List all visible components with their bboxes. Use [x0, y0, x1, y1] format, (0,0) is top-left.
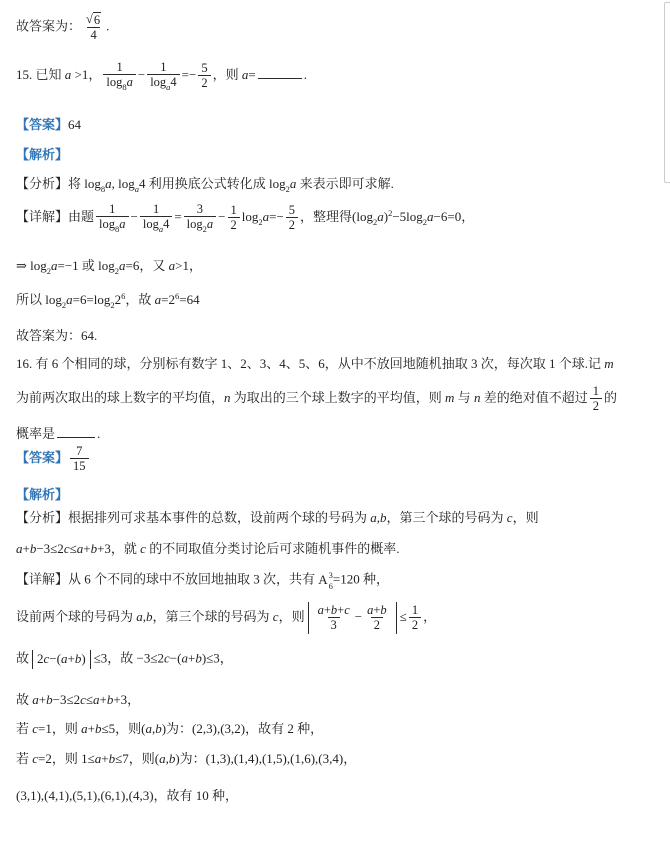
math-variable: a: [262, 208, 270, 224]
subscript: 2: [422, 216, 428, 227]
text-run: ,: [142, 608, 147, 624]
text-run: ≤: [85, 692, 93, 707]
text-run: ，则: [212, 66, 242, 82]
math-variable: m: [445, 389, 455, 405]
q15-step2: [16, 258, 202, 276]
text-run: =: [248, 66, 256, 82]
text-run: 来表示即可求解.: [296, 176, 394, 191]
square-root: √ 6: [86, 12, 101, 27]
fraction: $\frac{a+b}{2}$: [367, 603, 387, 633]
math-variable: a: [317, 603, 324, 617]
math-variable: b: [195, 650, 202, 666]
text-run: +: [67, 651, 75, 666]
text-run: 故答案为：64.: [16, 328, 98, 343]
section-label: 【答案】: [16, 449, 69, 465]
text-run: =2，则 1≤: [38, 751, 95, 766]
text-run: ≤5，则(: [101, 721, 146, 736]
text-run: +: [337, 603, 345, 617]
text-run: 故: [16, 650, 30, 666]
math-variable: b: [90, 541, 98, 556]
q16-statement-3: [16, 424, 100, 443]
math-variable: c: [63, 541, 70, 556]
text-run: ，则: [512, 510, 539, 525]
text-run: 故: [16, 692, 33, 707]
text-run: 故答案为：: [16, 18, 82, 34]
math-variable: a: [154, 292, 162, 307]
text-run: ≤: [69, 541, 77, 556]
text-run: 4: [163, 217, 170, 232]
text-run: +: [22, 541, 30, 556]
text-run: ，: [423, 608, 437, 624]
fraction: $\frac{3}{\log_2a}$: [184, 202, 216, 234]
section-label: 【解析】: [16, 487, 69, 502]
text-run: 【详解】从 6 个不同的球中不放回地抽取 3 次，共有: [16, 571, 319, 587]
math-variable: b: [46, 692, 53, 707]
math-variable: c: [32, 721, 39, 736]
math-variable: a: [105, 176, 112, 191]
text-run: +: [101, 751, 109, 766]
math-variable: a: [93, 692, 100, 707]
math-variable: a: [64, 66, 72, 82]
math-variable: a: [119, 258, 126, 273]
q15-answer: [16, 117, 81, 134]
text-run: −6=0，: [433, 208, 475, 224]
math-variable: c: [506, 510, 513, 525]
text-run: +: [99, 692, 107, 707]
text-run: ⇒ log: [16, 258, 47, 273]
text-run: )≤3，: [201, 650, 233, 666]
fraction: $\frac{1}{\log_a4}$: [140, 202, 172, 234]
text-run: log: [186, 217, 203, 232]
text-run: log: [241, 208, 259, 224]
text-run: 2: [37, 651, 44, 666]
q15-jiexi: [16, 147, 68, 164]
subscript: 8: [122, 82, 127, 93]
text-run: 为取出的三个球上数字的平均值，则: [230, 389, 446, 405]
fraction: $\frac{7}{15}$: [70, 444, 89, 474]
text-run: 【分析】将 log: [16, 176, 101, 191]
math-variable: a: [159, 751, 166, 766]
text-run: 所以 log: [16, 292, 62, 307]
q15-final-answer: [16, 328, 97, 345]
math-variable: b: [168, 751, 176, 766]
text-run: 16. 有 6 个相同的球，分别标有数字 1、2、3、4、5、6，从中不放回地随机抽取 3 次，每次取 1 个球.记: [16, 356, 605, 371]
text-run: log: [142, 217, 159, 232]
math-variable: m: [604, 356, 614, 371]
answer-blank: [57, 424, 95, 438]
text-run: 64: [68, 117, 82, 132]
q16-xiangjie-1: [16, 570, 389, 591]
math-variable: c: [140, 541, 146, 556]
q16-case-c2-1: [16, 751, 356, 768]
fraction: √ 6 4: [86, 12, 101, 43]
math-variable: b: [29, 541, 37, 556]
text-run: ,: [376, 510, 381, 525]
subscript: 2: [110, 300, 115, 310]
text-run: =2: [161, 292, 176, 307]
math-variable: a: [289, 176, 297, 191]
math-variable: a: [32, 692, 39, 707]
subscript: a: [158, 224, 164, 235]
text-run: −(: [49, 651, 61, 666]
fraction: $\frac{1}{2}$: [228, 203, 240, 233]
math-variable: a: [168, 258, 176, 273]
text-run: >1，: [71, 66, 102, 82]
text-run: 【分析】根据排列可求基本事件的总数，设前两个球的号码为: [16, 510, 371, 525]
fraction: $\frac{1}{2}$: [590, 384, 602, 414]
text-run: +: [87, 721, 95, 736]
text-run: −(: [169, 650, 182, 666]
text-run: +: [83, 541, 91, 556]
text-run: −3≤2: [36, 541, 64, 556]
subscript: 2: [202, 224, 207, 235]
text-run: =64: [179, 292, 200, 307]
q15-statement: [16, 60, 307, 92]
text-run: log: [150, 75, 167, 90]
text-run: ，则: [278, 608, 305, 624]
scrollbar-thumb[interactable]: [664, 2, 670, 183]
subscript: 8: [115, 224, 120, 235]
math-variable: a: [241, 66, 249, 82]
subscript: a: [166, 82, 171, 93]
text-run: +3，就: [97, 541, 141, 556]
math-variable: a: [206, 217, 214, 232]
text-run: ,: [165, 751, 169, 766]
text-run: +: [38, 692, 47, 707]
text-run: 概率是: [16, 426, 56, 441]
text-run: ，第三个球的号码为: [152, 608, 273, 624]
text-run: >1，: [175, 258, 202, 273]
q16-statement-2: [16, 384, 617, 414]
text-run: log: [106, 75, 123, 90]
text-run: −: [218, 208, 226, 224]
math-variable: b: [146, 608, 153, 624]
superscript: 2: [388, 207, 393, 218]
math-variable: a: [427, 208, 434, 224]
text-run: −: [137, 66, 146, 82]
math-variable: a: [60, 651, 68, 666]
subscript: a: [134, 184, 139, 194]
text-run: =−1 或 log: [57, 258, 115, 273]
text-run: 的: [603, 389, 617, 405]
fraction: $\frac{1}{\log_a4}$: [147, 60, 179, 92]
text-run: 为前两次取出的球上数字的平均值，: [16, 389, 225, 405]
text-run: )为：(1,3),(1,4),(1,5),(1,6),(3,4)，: [175, 751, 357, 766]
q16-case-c1: [16, 721, 323, 738]
math-variable: c: [43, 651, 50, 666]
q15-step3: [16, 292, 200, 310]
fraction: $\frac{1}{2}$: [409, 603, 421, 633]
q16-fenxi-1: [16, 510, 539, 527]
math-variable: b: [380, 510, 387, 525]
text-run: =1，则: [38, 721, 82, 736]
math-variable: c: [344, 603, 350, 617]
superscript: 6: [175, 291, 180, 301]
permutation-symbol: A 3 6: [318, 570, 333, 591]
q15-xiangjie: [16, 202, 474, 234]
text-run: ,: [151, 721, 156, 736]
text-run: 差的绝对值不超过: [480, 389, 588, 405]
math-variable: a: [136, 608, 143, 624]
superscript: 6: [121, 291, 126, 301]
math-variable: a: [76, 541, 84, 556]
q16-fenxi-2: [16, 541, 399, 558]
math-variable: a: [126, 75, 133, 90]
math-variable: n: [224, 389, 231, 405]
fraction: $\frac{1}{\log_8a}$: [96, 202, 128, 234]
q16-step3: [16, 692, 140, 709]
q16-statement-1: [16, 356, 614, 373]
text-run: 2: [114, 292, 122, 307]
text-run: ): [81, 651, 86, 666]
subscript: 8: [100, 184, 106, 194]
math-variable: a: [51, 258, 58, 273]
text-run: −5log: [392, 208, 423, 224]
text-run: ，第三个球的号码为: [386, 510, 507, 525]
text-run: .: [106, 18, 110, 34]
math-variable: b: [74, 651, 82, 666]
subscript: 2: [285, 184, 290, 194]
subscript: 2: [61, 300, 67, 310]
text-run: 的不同取值分类讨论后可求随机事件的概率.: [145, 541, 400, 556]
math-variable: c: [32, 751, 39, 766]
math-variable: a: [145, 721, 152, 736]
math-variable: n: [473, 389, 481, 405]
text-run: 若: [16, 721, 33, 736]
q15-fenxi: [16, 176, 394, 194]
text-run: ≤: [399, 608, 407, 624]
math-variable: a: [181, 650, 188, 666]
text-run: =−: [181, 66, 197, 82]
math-variable: b: [94, 721, 102, 736]
text-run: 4 利用换底公式转化成 log: [139, 176, 286, 191]
text-run: .: [97, 426, 101, 441]
math-variable: a: [367, 603, 374, 617]
math-variable: a: [370, 510, 377, 525]
math-variable: a: [377, 208, 384, 224]
text-run: +: [323, 603, 331, 617]
math-variable: b: [380, 603, 387, 617]
text-run: (3,1),(4,1),(5,1),(6,1),(4,3)，故有 10 种，: [16, 788, 239, 803]
text-run: 若: [16, 751, 33, 766]
subscript: 2: [258, 216, 263, 227]
absolute-value-group: [32, 650, 91, 669]
text-run: ≤3，故 −3≤2: [93, 650, 165, 666]
text-run: .: [303, 66, 307, 82]
absolute-value-group: [308, 602, 397, 634]
text-run: =6=log: [72, 292, 111, 307]
section-label: 【解析】: [16, 147, 69, 162]
subscript: 2: [46, 266, 52, 276]
fraction: $\frac{5}{2}$: [286, 203, 298, 233]
subscript: 2: [373, 216, 378, 227]
math-variable: c: [164, 650, 170, 666]
text-run: , log: [111, 176, 135, 191]
text-run: ≤7，则(: [115, 751, 160, 766]
text-run: 15. 已知: [16, 66, 65, 82]
text-run: −3≤2: [52, 692, 81, 707]
q16-step2: [16, 650, 233, 669]
math-variable: b: [106, 692, 114, 707]
text-run: +3，: [113, 692, 141, 707]
text-run: 设前两个球的号码为: [16, 608, 137, 624]
math-variable: a: [81, 721, 88, 736]
math-variable: c: [272, 608, 279, 624]
fraction: $\frac{5}{2}$: [198, 61, 210, 91]
text-run: 与: [454, 389, 474, 405]
text-run: ，故: [125, 292, 155, 307]
math-variable: a: [16, 541, 23, 556]
text-run: +: [187, 650, 196, 666]
q16-answer: [16, 444, 91, 474]
q16-xiangjie-2: [16, 602, 436, 634]
text-run: )为：(2,3),(3,2)，故有 2 种，: [161, 721, 324, 736]
section-label: 【答案】: [16, 117, 69, 132]
math-variable: a: [94, 751, 102, 766]
math-variable: b: [155, 721, 162, 736]
math-variable: c: [80, 692, 86, 707]
text-run: log: [99, 217, 115, 232]
text-run: +: [373, 603, 381, 617]
text-run: −: [130, 208, 138, 224]
prev-answer-line: [16, 12, 109, 43]
text-run: ，整理得(log: [300, 208, 373, 224]
text-run: 4: [170, 75, 177, 90]
math-variable: a: [119, 217, 126, 232]
text-run: 【详解】由题: [16, 208, 95, 224]
fraction: $\frac{a+b+c}{3}$: [317, 603, 350, 633]
math-variable: b: [108, 751, 116, 766]
answer-blank: [258, 65, 302, 79]
subscript: 2: [114, 266, 120, 276]
text-run: =−: [269, 208, 284, 224]
q16-jiexi: [16, 487, 68, 504]
q16-case-c2-2: [16, 788, 238, 805]
text-run: ): [383, 208, 389, 224]
text-run: =: [174, 208, 182, 224]
text-run: =120 种，: [332, 571, 389, 587]
fraction: $\frac{1}{\log_8a}$: [103, 60, 135, 92]
text-run: =6，又: [125, 258, 169, 273]
math-variable: b: [330, 603, 338, 617]
math-variable: a: [66, 292, 73, 307]
text-run: −: [354, 609, 363, 625]
